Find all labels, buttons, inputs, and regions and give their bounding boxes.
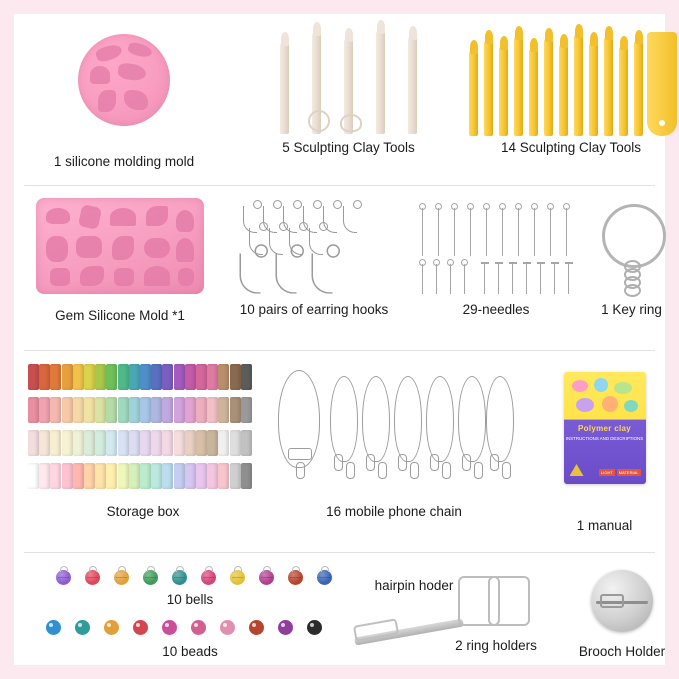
clay-block bbox=[218, 430, 229, 456]
clay-block bbox=[140, 364, 151, 390]
clay-block bbox=[129, 430, 140, 456]
clay-block bbox=[207, 430, 218, 456]
clay-block bbox=[151, 430, 162, 456]
bead bbox=[278, 620, 293, 635]
bead bbox=[75, 620, 90, 635]
item-caption: Storage box bbox=[106, 504, 180, 519]
clay-block bbox=[140, 430, 151, 456]
item-caption: hairpin hoder bbox=[374, 578, 454, 593]
bead bbox=[133, 620, 148, 635]
clay-block bbox=[185, 397, 196, 423]
clay-block bbox=[28, 463, 39, 489]
clay-block bbox=[162, 397, 173, 423]
manual-title: Polymer clay bbox=[578, 423, 631, 433]
clay-block bbox=[106, 430, 117, 456]
clay-block bbox=[207, 364, 218, 390]
clay-block bbox=[28, 430, 39, 456]
clay-block bbox=[218, 364, 229, 390]
clay-block bbox=[73, 430, 84, 456]
item-gem-silicone-mold bbox=[24, 192, 216, 324]
clay-block bbox=[39, 430, 50, 456]
row-3 bbox=[14, 358, 665, 552]
clay-block bbox=[28, 364, 39, 390]
clay-block bbox=[196, 463, 207, 489]
bead bbox=[191, 620, 206, 635]
clay-block bbox=[39, 397, 50, 423]
clay-block bbox=[50, 364, 61, 390]
clay-block bbox=[162, 463, 173, 489]
bell bbox=[143, 570, 158, 585]
brooch-holder-icon bbox=[560, 570, 679, 644]
divider-3 bbox=[24, 552, 655, 553]
bead bbox=[249, 620, 264, 635]
yellow-clay-tools-icon bbox=[459, 20, 679, 140]
bell bbox=[85, 570, 100, 585]
item-14-sculpting-clay-tools bbox=[459, 20, 679, 156]
clay-block bbox=[62, 364, 73, 390]
eye-pins-icon bbox=[412, 192, 580, 302]
clay-block bbox=[230, 463, 241, 489]
item-caption: 5 Sculpting Clay Tools bbox=[282, 140, 415, 155]
earring-hooks-icon bbox=[219, 192, 409, 302]
clay-block bbox=[84, 364, 95, 390]
item-earring-hooks bbox=[219, 192, 409, 318]
clay-block bbox=[241, 463, 252, 489]
bead bbox=[162, 620, 177, 635]
item-caption: 16 mobile phone chain bbox=[326, 504, 462, 519]
clay-block bbox=[73, 397, 84, 423]
clay-block bbox=[50, 430, 61, 456]
clay-block bbox=[39, 364, 50, 390]
clay-block bbox=[95, 430, 106, 456]
beads-icon bbox=[30, 614, 350, 644]
item-manual bbox=[526, 358, 679, 534]
clay-block bbox=[50, 397, 61, 423]
bead bbox=[220, 620, 235, 635]
clay-block bbox=[185, 364, 196, 390]
clay-block bbox=[162, 364, 173, 390]
phone-chain-icon bbox=[266, 358, 522, 504]
key-ring-icon bbox=[580, 192, 679, 302]
bead bbox=[104, 620, 119, 635]
bell bbox=[317, 570, 332, 585]
bell bbox=[288, 570, 303, 585]
item-silicone-molding-mold bbox=[24, 20, 224, 170]
clay-block bbox=[118, 463, 129, 489]
clay-block bbox=[62, 463, 73, 489]
item-caption: Brooch Holder bbox=[578, 644, 666, 659]
item-key-ring bbox=[580, 192, 679, 318]
clay-block bbox=[28, 397, 39, 423]
clay-block bbox=[196, 364, 207, 390]
clay-block bbox=[84, 463, 95, 489]
clay-block bbox=[230, 364, 241, 390]
clay-block bbox=[95, 364, 106, 390]
clay-block bbox=[151, 397, 162, 423]
clay-block bbox=[218, 463, 229, 489]
clay-block bbox=[151, 463, 162, 489]
bead bbox=[307, 620, 322, 635]
item-caption: 14 Sculpting Clay Tools bbox=[500, 140, 642, 155]
ring-holders-icon bbox=[434, 564, 558, 638]
item-caption: 10 pairs of earring hooks bbox=[239, 302, 389, 317]
clay-block bbox=[106, 364, 117, 390]
item-29-needles bbox=[412, 192, 580, 318]
round-silicone-mold-icon bbox=[24, 34, 224, 154]
bell bbox=[172, 570, 187, 585]
clay-block bbox=[196, 430, 207, 456]
product-board bbox=[14, 14, 665, 665]
clay-block bbox=[174, 430, 185, 456]
clay-block bbox=[241, 430, 252, 456]
item-5-sculpting-clay-tools bbox=[246, 20, 451, 156]
item-caption: 29-needles bbox=[462, 302, 530, 317]
item-caption: 1 silicone molding mold bbox=[53, 154, 195, 169]
bell bbox=[259, 570, 274, 585]
clay-block bbox=[95, 397, 106, 423]
clay-block bbox=[230, 430, 241, 456]
clay-block bbox=[84, 397, 95, 423]
clay-block bbox=[39, 463, 50, 489]
clay-block bbox=[241, 364, 252, 390]
clay-block bbox=[73, 364, 84, 390]
bell bbox=[230, 570, 245, 585]
clay-block bbox=[62, 397, 73, 423]
clay-block bbox=[140, 397, 151, 423]
manual-badge-left: LIGHT bbox=[601, 470, 613, 475]
item-storage-box bbox=[24, 358, 262, 520]
clay-block bbox=[207, 463, 218, 489]
item-ring-holders bbox=[434, 564, 558, 654]
bell bbox=[56, 570, 71, 585]
clay-block bbox=[73, 463, 84, 489]
clay-block bbox=[174, 397, 185, 423]
clay-block bbox=[162, 430, 173, 456]
item-phone-chains bbox=[266, 358, 522, 520]
clay-block bbox=[118, 430, 129, 456]
divider-2 bbox=[24, 350, 655, 351]
item-caption: 2 ring holders bbox=[455, 638, 537, 653]
clay-block bbox=[84, 430, 95, 456]
clay-block bbox=[196, 397, 207, 423]
clay-block bbox=[151, 364, 162, 390]
bell bbox=[201, 570, 216, 585]
item-caption: 10 beads bbox=[162, 644, 218, 659]
divider-1 bbox=[24, 185, 655, 186]
clay-block bbox=[185, 430, 196, 456]
clay-block bbox=[174, 364, 185, 390]
bells-icon bbox=[30, 560, 350, 594]
manual-booklet-icon bbox=[526, 372, 679, 518]
item-caption: 1 Key ring bbox=[601, 302, 662, 317]
clay-block bbox=[95, 463, 106, 489]
clay-block bbox=[140, 463, 151, 489]
gem-silicone-mold-icon bbox=[24, 198, 216, 308]
clay-block bbox=[106, 397, 117, 423]
clay-block bbox=[129, 364, 140, 390]
bell bbox=[114, 570, 129, 585]
clay-block bbox=[129, 397, 140, 423]
clay-block bbox=[185, 463, 196, 489]
clay-block bbox=[50, 463, 61, 489]
item-caption: 10 bells bbox=[166, 592, 214, 607]
plastic-clay-tools-icon bbox=[246, 20, 451, 140]
clay-block-set-icon bbox=[24, 358, 262, 504]
item-brooch-holder bbox=[560, 564, 679, 660]
clay-block bbox=[218, 397, 229, 423]
row-4 bbox=[14, 560, 665, 670]
clay-block bbox=[207, 397, 218, 423]
row-1 bbox=[14, 20, 665, 185]
clay-block bbox=[106, 463, 117, 489]
manual-badge-right: MATERIAL bbox=[618, 470, 639, 475]
row-2 bbox=[14, 192, 665, 350]
clay-block bbox=[230, 397, 241, 423]
clay-block bbox=[118, 364, 129, 390]
item-bells-and-beads bbox=[30, 560, 350, 660]
clay-block bbox=[62, 430, 73, 456]
item-caption: Gem Silicone Mold *1 bbox=[55, 308, 185, 323]
clay-block bbox=[118, 397, 129, 423]
clay-block bbox=[129, 463, 140, 489]
bead bbox=[46, 620, 61, 635]
clay-block bbox=[241, 397, 252, 423]
clay-block bbox=[174, 463, 185, 489]
item-caption: 1 manual bbox=[576, 518, 633, 533]
manual-subtitle: INSTRUCTIONS AND DESCRIPTIONS bbox=[565, 435, 644, 441]
